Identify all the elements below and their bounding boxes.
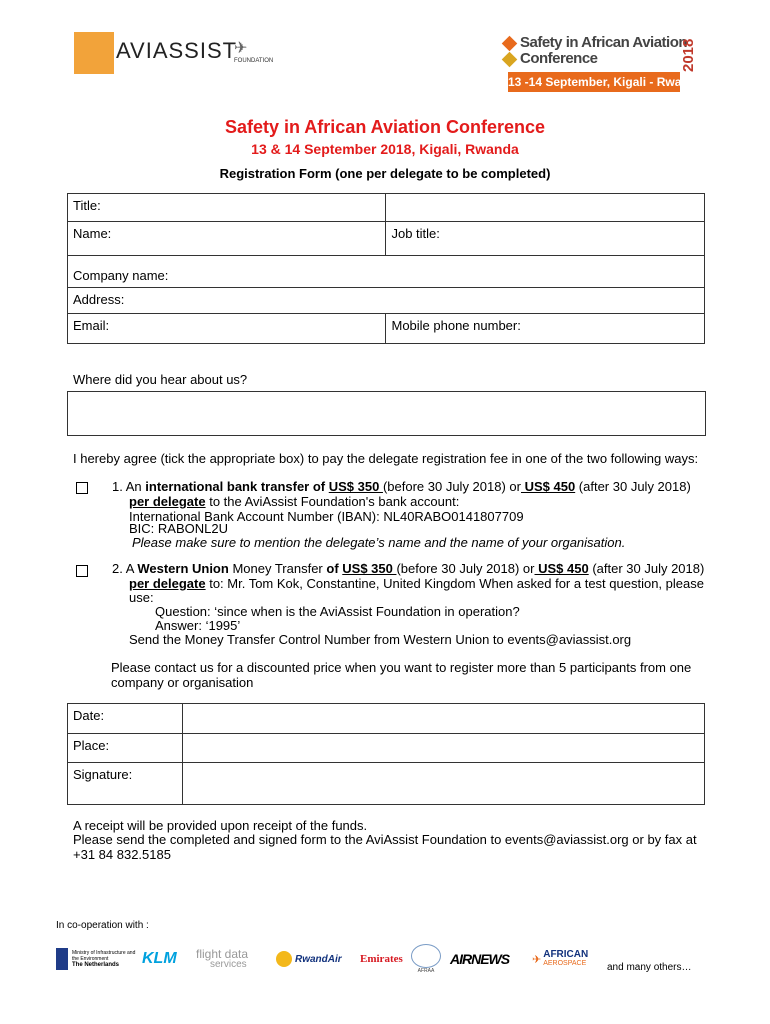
ministry-line2: the Environment: [72, 956, 109, 962]
option2-answer: Answer: ‘1995’: [155, 618, 241, 633]
cooperation-label: In co-operation with :: [56, 920, 149, 931]
option1-line1: [112, 479, 691, 494]
conference-logo-line2: Conference: [520, 50, 598, 67]
conference-logo: [500, 34, 705, 94]
option2-text-j: to: Mr. Tom Kok, Constantine, United Kingdom When asked for a test question, please: [205, 576, 704, 591]
flight-data-line1: flight data: [196, 947, 249, 961]
title-field[interactable]: [68, 194, 386, 222]
option2-text-f: (before 30 July 2018) or: [396, 561, 535, 576]
option2-line1: [112, 561, 704, 576]
receipt-line3: +31 84 832.5185: [73, 847, 171, 862]
address-label: Address:: [73, 292, 125, 307]
and-many-others: and many others…: [607, 962, 692, 973]
bank-transfer-checkbox[interactable]: [76, 482, 88, 494]
conference-logo-line1: Safety in African Aviation: [520, 34, 688, 51]
afraa-text: AFRAA: [417, 968, 435, 974]
option1-price-early: US$ 350: [328, 479, 383, 494]
receipt-line1: A receipt will be provided upon receipt of the funds.: [73, 818, 368, 833]
option1-line2: [129, 494, 459, 509]
option2-text-d: of: [326, 561, 343, 576]
page-subtitle: 13 & 14 September 2018, Kigali, Rwanda: [251, 141, 519, 157]
receipt-line2: Please send the completed and signed form to the AviAssist Foundation to events@aviassist.org or by fax at: [73, 832, 697, 847]
agree-text: I hereby agree (tick the appropriate box) to pay the delegate registration fee in one of the two following ways:: [73, 451, 699, 466]
african-aerospace-logo: [532, 944, 606, 974]
rwandair-text: RwandAir: [295, 953, 342, 965]
form-title: Registration Form (one per delegate to be completed): [219, 166, 551, 181]
name-field[interactable]: [68, 222, 386, 256]
page-title: Safety in African Aviation Conference: [224, 117, 546, 137]
klm-logo: [142, 944, 186, 974]
signature-table: [67, 703, 705, 805]
discount-line2: company or organisation: [111, 675, 254, 690]
company-name-label: Company name:: [73, 268, 169, 283]
option1-price-late: US$ 450: [520, 479, 576, 494]
option2-text-a: A: [125, 561, 138, 576]
option2-per-delegate: per delegate: [129, 576, 206, 591]
sun-icon: [276, 951, 292, 967]
hear-about-label: Where did you hear about us?: [73, 372, 248, 387]
place-label: Place:: [73, 738, 110, 753]
airnews-text: AIRNEWS: [450, 951, 510, 967]
ministry-logo: [56, 944, 138, 974]
conference-logo-year: 2018: [680, 38, 697, 72]
airplane-icon: ✈: [234, 40, 248, 57]
diamond-icon: [502, 36, 518, 52]
ministry-line3: The Netherlands: [72, 962, 120, 968]
option2-text-h: (after 30 July 2018): [588, 561, 705, 576]
option1-text-d: (before 30 July 2018) or: [382, 479, 521, 494]
flight-data-line2: services: [210, 959, 247, 970]
registration-fields-table: [67, 193, 705, 344]
africa-globe-icon: [411, 944, 441, 968]
company-name-field[interactable]: [68, 256, 705, 288]
crest-icon: [56, 948, 68, 970]
mobile-phone-field[interactable]: [386, 314, 705, 344]
discount-line1: Please contact us for a discounted price when you want to register more than 5 participants from one: [111, 660, 692, 675]
foundation-logo-text: FOUNDATION: [234, 58, 274, 64]
date-label: Date:: [73, 708, 105, 723]
rwandair-logo: [276, 944, 358, 974]
date-field[interactable]: [182, 704, 704, 734]
rocket-icon: ✈: [532, 953, 542, 966]
option1-iban: International Bank Account Number (IBAN): NL40RABO0141807709: [129, 509, 524, 524]
aerospace-text: AEROSPACE: [543, 960, 587, 967]
date-label-cell: [68, 704, 183, 734]
option1-number: 1.: [112, 479, 123, 494]
title-label: Title:: [73, 198, 101, 213]
job-title-label: Job title:: [391, 226, 440, 241]
hear-about-field[interactable]: [67, 391, 706, 436]
email-label: Email:: [73, 318, 110, 333]
option2-line2: [129, 576, 704, 591]
conference-logo-band: 13 -14 September, Kigali - Rwanda: [508, 72, 680, 92]
diamond-icon: [502, 52, 518, 68]
option1-text-b: international bank transfer of: [145, 479, 329, 494]
emirates-text: Emirates: [360, 953, 403, 965]
job-title-field[interactable]: [386, 222, 705, 256]
option2-price-early: US$ 350: [342, 561, 397, 576]
ministry-line1: Ministry of Infrastructure and: [72, 950, 136, 956]
option1-per-delegate: per delegate: [129, 494, 206, 509]
mobile-phone-label: Mobile phone number:: [391, 318, 521, 333]
option1-note: Please make sure to mention the delegate’s name and the name of your organisation.: [132, 535, 626, 550]
title-field-extra[interactable]: [386, 194, 705, 222]
option2-use: use:: [129, 590, 154, 605]
option1-text-h: to the AviAssist Foundation's bank account:: [205, 494, 460, 509]
klm-text: KLM: [142, 950, 177, 967]
aviassist-logo: [74, 32, 274, 74]
afraa-logo: [406, 944, 446, 974]
address-field[interactable]: [68, 288, 705, 314]
signature-label: Signature:: [73, 767, 133, 782]
option1-bic: BIC: RABONL2U: [129, 521, 228, 536]
option2-text-c: Money Transfer: [228, 561, 327, 576]
aviassist-logo-text: AVIASSIST: [116, 38, 238, 63]
airnews-logo: [450, 944, 526, 974]
option2-price-late: US$ 450: [534, 561, 589, 576]
email-field[interactable]: [68, 314, 386, 344]
option1-text-a: An: [125, 479, 146, 494]
flight-data-logo: [196, 944, 268, 974]
option2-question: Question: ‘since when is the AviAssist Foundation in operation?: [155, 604, 520, 619]
african-text: AFRICAN: [543, 949, 589, 960]
option2-number: 2.: [112, 561, 123, 576]
place-label-cell: [68, 734, 183, 763]
signature-label-cell: [68, 763, 183, 805]
place-field[interactable]: [182, 734, 704, 763]
name-label: Name:: [73, 226, 112, 241]
africa-map-icon: [74, 32, 114, 74]
western-union-checkbox[interactable]: [76, 565, 88, 577]
option2-send: Send the Money Transfer Control Number from Western Union to events@aviassist.org: [129, 632, 632, 647]
signature-field[interactable]: [182, 763, 704, 805]
emirates-logo: [360, 944, 406, 974]
option2-western-union: Western Union: [137, 561, 229, 576]
option1-text-f: (after 30 July 2018): [575, 479, 691, 494]
